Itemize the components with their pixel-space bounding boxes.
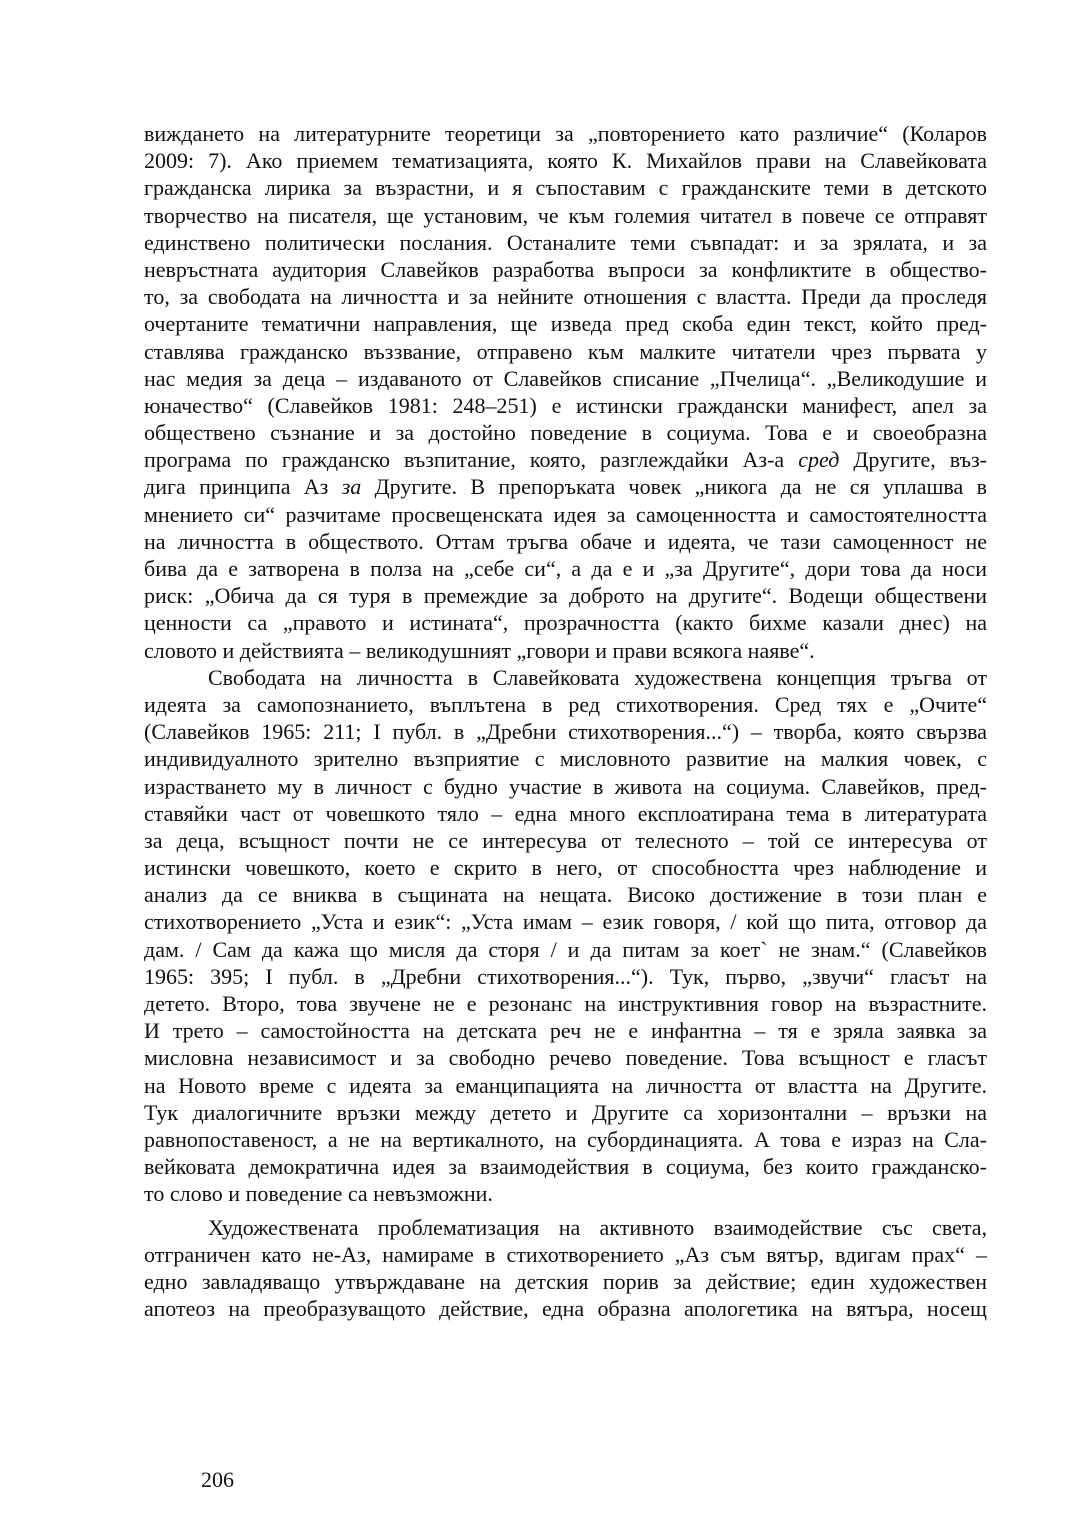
text-segment: дига принципа Аз	[144, 474, 342, 500]
text-line: обществено съзнание и за достойно поведение в социума. Това е и своеобразна	[144, 420, 987, 446]
body-text	[144, 120, 987, 1322]
text-line: ставяйки част от човешкото тяло – една много експлоатирана тема в литературата	[144, 800, 987, 826]
text-line: И трето – самостойността на детската реч не е инфантна – тя е зряла заявка за	[144, 1018, 987, 1044]
text-line: 1965: 395; I публ. в „Дребни стихотворения...“). Тук, първо, „звучи“ гласът на	[144, 963, 987, 989]
text-line: ставлява гражданско въззвание, отправено към малките читатели чрез първата у	[144, 338, 987, 364]
text-line	[144, 473, 987, 500]
text-line: стихотворението „Уста и език“: „Уста имам – език говоря, / кой що пита, отговор да	[144, 909, 987, 935]
text-line: индивидуалното зрително възприятие с мисловното развитие на малкия човек, с	[144, 746, 987, 772]
page-number: 206	[201, 1467, 234, 1492]
text-line: на Новото време с идеята за еманципацията на личността от властта на Другите.	[144, 1072, 987, 1098]
text-line: то, за свободата на личността и за нейните отношения с властта. Преди да проследя	[144, 284, 987, 310]
text-line: единствено политически послания. Останалите теми съвпадат: и за зрялата, и за	[144, 229, 987, 255]
text-line: словото и действията – великодушният „говори и прави всякога наяве“.	[144, 637, 815, 663]
text-line: на личността в обществото. Оттам тръгва обаче и идеята, че тази самоценност не	[144, 528, 987, 554]
text-line: то слово и поведение са невъзможни.	[144, 1181, 493, 1207]
text-line: апотеоз на преобразуващото действие, една образна апологетика на вятъра, носещ	[144, 1296, 987, 1322]
text-line: анализ да се вниква в същината на нещата. Високо достижение в този план е	[144, 882, 987, 908]
italic-word: за	[341, 474, 362, 500]
text-line: вейковата демократична идея за взаимодействия в социума, без които гражданско-	[144, 1154, 987, 1180]
italic-word: сред	[798, 447, 840, 473]
text-line: детето. Второ, това звучене не е резонанс на инструктивния говор на възрастните.	[144, 991, 987, 1016]
text-line: вижданeто на литературните теоретици за „повторението като различие“ (Коларов	[144, 121, 987, 146]
text-line: нас медия за деца – издаваното от Славейков списание „Пчелица“. „Великодушие и	[144, 365, 987, 391]
text-line: равнопоставеност, а не на вертикалното, на субординацията. А това е израз на Сла-	[144, 1126, 987, 1152]
text-line: (Славейков 1965: 211; I публ. в „Дребни стихотворения...“) – творба, която свързва	[144, 719, 987, 745]
text-line: Свободата на личността в Славейковата художествена концепция тръгва от	[208, 664, 987, 690]
text-line: мнението си“ разчитаме просвещенската идея за самоценността и самостоятелността	[144, 501, 987, 527]
text-line: очертаните тематични направления, ще изведа пред скоба един текст, който пред-	[144, 311, 987, 337]
text-line: отграничен като не-Аз, намираме в стихотворението „Аз съм вятър, вдигам прах“ –	[144, 1241, 987, 1267]
text-line: едно завладяващо утвърждаване на детския порив за действие; един художествен	[144, 1268, 987, 1294]
text-line: мисловна независимост и за свободно речево поведение. Това всъщност е гласът	[144, 1045, 987, 1071]
text-line: 2009: 7). Ако приемем тематизацията, която К. Михайлов прави на Славейковата	[144, 148, 987, 174]
text-line: за деца, всъщност почти не се интересува от телесното – той се интересува от	[144, 827, 987, 853]
text-line: дам. / Сам да кажа що мисля да сторя / и да питам за коет` не знам.“ (Славейков	[144, 936, 987, 962]
text-line: невръстната аудитория Славейков разработва въпроси за конфликтите в общество-	[144, 256, 987, 282]
text-segment: Другите. В препоръката човек „никога да не ся уплашва в	[361, 474, 987, 500]
text-line	[144, 446, 987, 473]
text-line: ценности са „правото и истината“, прозрачността (както бихме казали днес) на	[144, 610, 987, 636]
text-line: юначество“ (Славейков 1981: 248–251) е истински граждански манифест, апел за	[144, 392, 987, 418]
text-line: бива да е затворена в полза на „себе си“, а да е и „за Другите“, дори това да носи	[144, 556, 987, 581]
text-line: Тук диалогичните връзки между детето и Другите са хоризонтални – връзки на	[144, 1099, 987, 1125]
text-segment: програма по гражданско възпитание, която, разглеждайки Аз-а	[144, 447, 799, 473]
text-line: гражданска лирика за възрастни, и я съпоставим с гражданските теми в детското	[144, 175, 987, 201]
text-line: израстването му в личност с будно участие в живота на социума. Славейков, пред-	[144, 773, 987, 799]
text-line: творчество на писателя, ще установим, че към големия читател в повече се отправят	[144, 202, 987, 228]
text-line: идеята за самопознанието, въплътена в ред стихотворения. Сред тях е „Очите“	[144, 691, 987, 717]
text-line: Художествената проблематизация на активното взаимодействие със света,	[208, 1214, 987, 1240]
text-line: риск: „Обича да ся туря в премеждие за доброто на другите“. Водещи обществени	[144, 583, 987, 609]
text-line: истински човешкото, което е скрито в него, от способността чрез наблюдение и	[144, 855, 987, 881]
text-segment: Другите, въз-	[839, 447, 987, 473]
